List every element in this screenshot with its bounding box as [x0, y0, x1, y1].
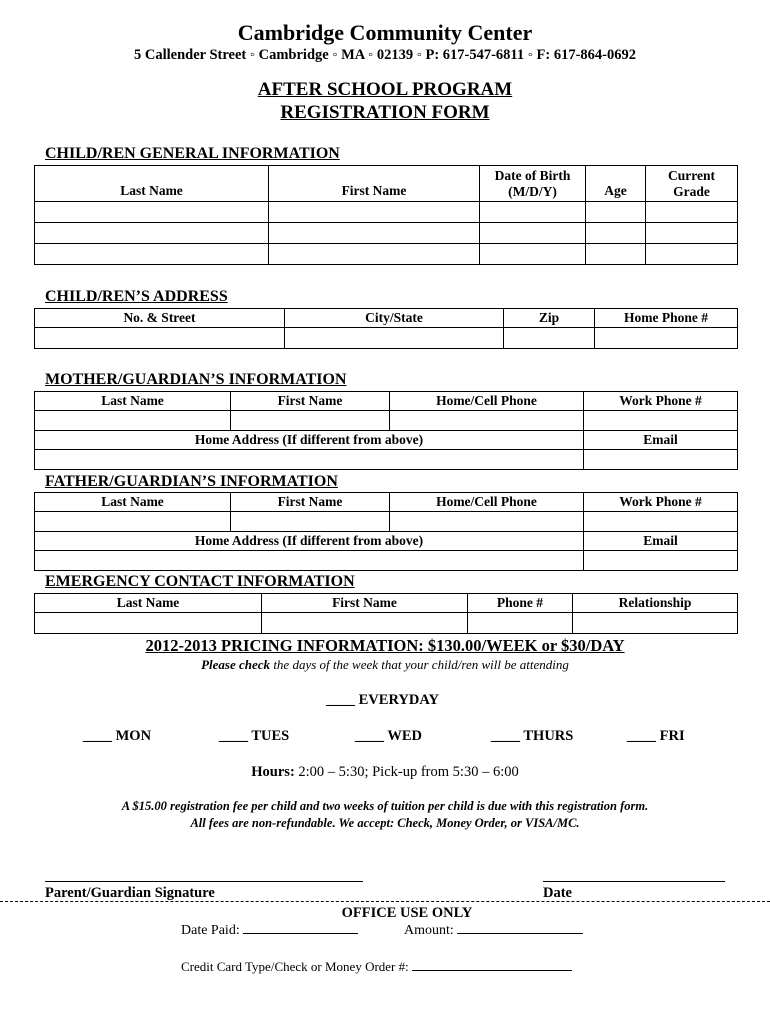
- child-last-name-field[interactable]: [35, 223, 269, 244]
- col-home-address: Home Address (If different from above): [35, 431, 584, 450]
- fee-line2: All fees are non-refundable. We accept: Check, Money Order, or VISA/MC.: [190, 816, 580, 830]
- child-last-name-field[interactable]: [35, 202, 269, 223]
- child-grade-field[interactable]: [646, 244, 738, 265]
- child-grade-field[interactable]: [646, 202, 738, 223]
- father-first-name-field[interactable]: [231, 512, 390, 532]
- col-email: Email: [584, 532, 738, 551]
- signature-line[interactable]: [45, 881, 363, 882]
- col-zip: Zip: [504, 309, 595, 328]
- emergency-first-name-field[interactable]: [262, 613, 468, 634]
- address-header-row: [35, 309, 738, 328]
- father-home-address-field[interactable]: [35, 551, 584, 571]
- col-city-state: City/State: [285, 309, 504, 328]
- grade-label2: Grade: [673, 183, 710, 199]
- table-row[interactable]: [35, 223, 738, 244]
- emergency-section-heading: EMERGENCY CONTACT INFORMATION: [45, 573, 355, 590]
- dob-format: (M/D/Y): [508, 183, 557, 199]
- col-phone: Phone #: [468, 594, 573, 613]
- col-work-phone: Work Phone #: [584, 392, 738, 411]
- col-last-name: Last Name: [35, 392, 231, 411]
- table-row[interactable]: [35, 551, 738, 571]
- emergency-relationship-field[interactable]: [573, 613, 738, 634]
- emergency-table: [34, 593, 738, 634]
- checkbox-mon[interactable]: ____ MON: [83, 728, 152, 744]
- mother-home-address-field[interactable]: [35, 450, 584, 470]
- father-table: [34, 492, 738, 571]
- col-date-of-birth: [480, 166, 586, 202]
- father-header-row: [35, 493, 738, 512]
- org-address: 5 Callender Street ◦ Cambridge ◦ MA ◦ 02139 ◦ P: 617-547-6811 ◦ F: 617-864-0692: [134, 47, 636, 63]
- mother-header-row2: [35, 431, 738, 450]
- checkbox-thurs[interactable]: ____ THURS: [491, 728, 574, 744]
- father-email-field[interactable]: [584, 551, 738, 571]
- hours-line: [0, 764, 770, 781]
- mother-table: [34, 391, 738, 470]
- mother-work-phone-field[interactable]: [584, 411, 738, 431]
- emergency-header-row: [35, 594, 738, 613]
- father-cell-phone-field[interactable]: [390, 512, 584, 532]
- address-table: [34, 308, 738, 349]
- date-paid-blank[interactable]: [243, 933, 358, 934]
- street-field[interactable]: [35, 328, 285, 349]
- payment-ref-label: Credit Card Type/Check or Money Order #:: [181, 959, 409, 974]
- amount-blank[interactable]: [457, 933, 583, 934]
- mother-email-field[interactable]: [584, 450, 738, 470]
- child-first-name-field[interactable]: [269, 202, 480, 223]
- child-age-field[interactable]: [586, 244, 646, 265]
- child-last-name-field[interactable]: [35, 244, 269, 265]
- instruction-bold: Please check: [201, 657, 271, 672]
- hours-label: Hours:: [251, 764, 295, 780]
- date-paid-field[interactable]: [181, 923, 358, 939]
- col-first-name: First Name: [262, 594, 468, 613]
- child-first-name-field[interactable]: [269, 223, 480, 244]
- home-phone-field[interactable]: [595, 328, 738, 349]
- col-last-name: Last Name: [35, 166, 269, 202]
- amount-label: Amount:: [404, 923, 454, 938]
- mother-cell-phone-field[interactable]: [390, 411, 584, 431]
- child-first-name-field[interactable]: [269, 244, 480, 265]
- payment-ref-field[interactable]: [181, 959, 572, 975]
- mother-section-heading: MOTHER/GUARDIAN’S INFORMATION: [45, 371, 347, 388]
- col-relationship: Relationship: [573, 594, 738, 613]
- child-dob-field[interactable]: [480, 244, 586, 265]
- table-row[interactable]: [35, 450, 738, 470]
- col-street: No. & Street: [35, 309, 285, 328]
- col-work-phone: Work Phone #: [584, 493, 738, 512]
- pricing-heading: 2012-2013 PRICING INFORMATION: $130.00/WEEK or $30/DAY: [145, 636, 625, 655]
- amount-field[interactable]: [404, 923, 583, 939]
- father-section-heading: FATHER/GUARDIAN’S INFORMATION: [45, 473, 338, 490]
- checkbox-wed[interactable]: ____ WED: [355, 728, 423, 744]
- col-current-grade: [646, 166, 738, 202]
- form-title-line1: AFTER SCHOOL PROGRAM: [257, 79, 513, 100]
- form-title-line2: REGISTRATION FORM: [280, 102, 490, 123]
- checkbox-everyday[interactable]: ____ EVERYDAY: [326, 692, 439, 708]
- table-row[interactable]: [35, 244, 738, 265]
- payment-ref-blank[interactable]: [412, 970, 572, 971]
- col-first-name: First Name: [231, 392, 390, 411]
- zip-field[interactable]: [504, 328, 595, 349]
- table-row[interactable]: [35, 328, 738, 349]
- col-email: Email: [584, 431, 738, 450]
- father-work-phone-field[interactable]: [584, 512, 738, 532]
- child-age-field[interactable]: [586, 202, 646, 223]
- cut-line: [0, 901, 770, 902]
- emergency-phone-field[interactable]: [468, 613, 573, 634]
- col-first-name: First Name: [231, 493, 390, 512]
- children-table: [34, 165, 738, 265]
- checkbox-fri[interactable]: ____ FRI: [627, 728, 685, 744]
- col-home-address: Home Address (If different from above): [35, 532, 584, 551]
- mother-last-name-field[interactable]: [35, 411, 231, 431]
- mother-header-row: [35, 392, 738, 411]
- table-row[interactable]: [35, 202, 738, 223]
- father-last-name-field[interactable]: [35, 512, 231, 532]
- emergency-last-name-field[interactable]: [35, 613, 262, 634]
- checkbox-tues[interactable]: ____ TUES: [219, 728, 290, 744]
- hours-value: 2:00 – 5:30; Pick-up from 5:30 – 6:00: [294, 764, 519, 780]
- col-age: Age: [586, 166, 646, 202]
- office-heading: OFFICE USE ONLY: [341, 905, 473, 921]
- dob-label: Date of Birth: [494, 167, 571, 183]
- children-section-heading: CHILD/REN GENERAL INFORMATION: [45, 145, 340, 162]
- table-row[interactable]: [35, 613, 738, 634]
- address-section-heading: CHILD/REN’S ADDRESS: [45, 288, 228, 305]
- child-grade-field[interactable]: [646, 223, 738, 244]
- table-row[interactable]: [35, 411, 738, 431]
- signature-label: Parent/Guardian Signature: [45, 885, 215, 901]
- child-age-field[interactable]: [586, 223, 646, 244]
- child-dob-field[interactable]: [480, 223, 586, 244]
- table-row[interactable]: [35, 512, 738, 532]
- city-state-field[interactable]: [285, 328, 504, 349]
- grade-label1: Current: [668, 167, 715, 183]
- col-home-phone: Home Phone #: [595, 309, 738, 328]
- org-name: Cambridge Community Center: [237, 20, 533, 45]
- date-label: Date: [543, 885, 572, 901]
- col-last-name: Last Name: [35, 594, 262, 613]
- fee-line1: A $15.00 registration fee per child and two weeks of tuition per child is due with this registration form.: [121, 799, 649, 813]
- col-first-name: First Name: [269, 166, 480, 202]
- col-last-name: Last Name: [35, 493, 231, 512]
- col-cell-phone: Home/Cell Phone: [390, 392, 584, 411]
- mother-first-name-field[interactable]: [231, 411, 390, 431]
- children-header-row: [35, 166, 738, 202]
- pricing-instruction: [0, 657, 770, 673]
- date-line[interactable]: [543, 881, 725, 882]
- col-cell-phone: Home/Cell Phone: [390, 493, 584, 512]
- date-paid-label: Date Paid:: [181, 923, 240, 938]
- father-header-row2: [35, 532, 738, 551]
- instruction-rest: the days of the week that your child/ren will be attending: [270, 657, 569, 672]
- child-dob-field[interactable]: [480, 202, 586, 223]
